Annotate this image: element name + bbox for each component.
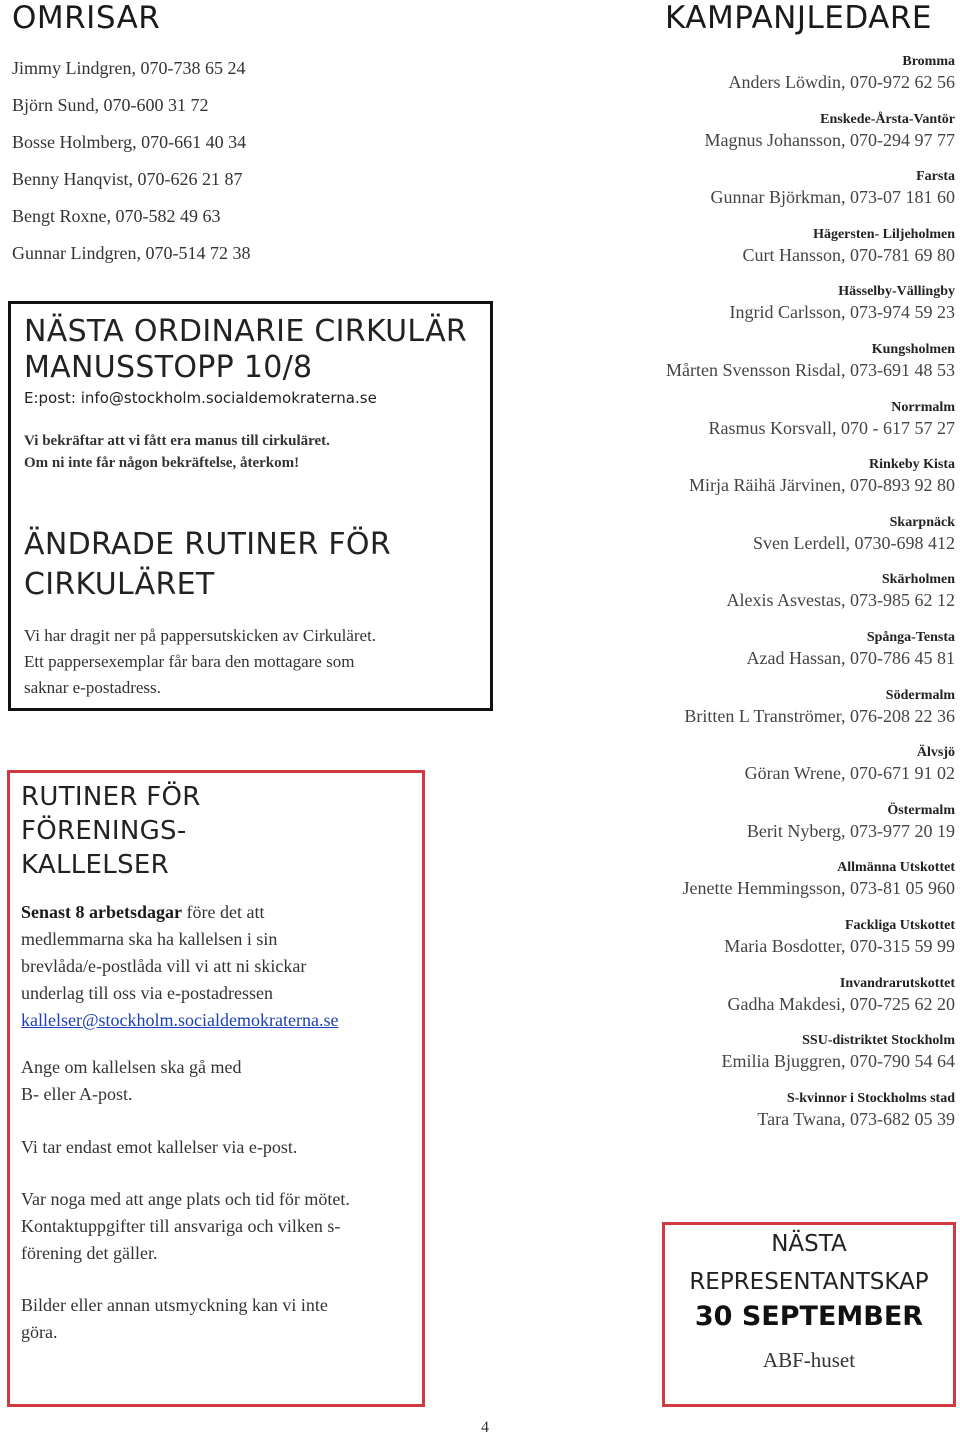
deadline-bold: Senast 8 arbetsdagar (21, 902, 182, 922)
changed-routines-title (24, 525, 391, 605)
deadline-line: medlemmarna ska ha kallelsen i sin (21, 929, 278, 949)
contact-person: Maria Bosdotter, 070-315 59 99 (724, 935, 955, 956)
list-item (525, 456, 955, 514)
area-name: S-kvinnor i Stockholms stad (786, 1090, 955, 1106)
contact-person: Mirja Räihä Järvinen, 070-893 92 80 (689, 475, 955, 496)
changed-routines-text (24, 623, 474, 701)
list-item (525, 283, 955, 341)
deadline-paragraph (21, 899, 421, 1034)
list-item: Jimmy Lindgren, 070-738 65 24 (12, 58, 246, 78)
contact-person: Alexis Asvestas, 073-985 62 12 (726, 590, 955, 611)
changed-routines-line: saknar e-postadress. (24, 678, 161, 697)
page-number: 4 (481, 1419, 489, 1436)
contact-person: Magnus Johansson, 070-294 97 77 (704, 129, 955, 150)
list-item (525, 111, 955, 169)
meeting-notice-title-line: FÖRENINGS- (21, 816, 187, 846)
list-item (525, 571, 955, 629)
contact-person: Jenette Hemmingsson, 073-81 05 960 (682, 878, 955, 899)
list-item (525, 859, 955, 917)
next-circular-title (24, 314, 467, 386)
next-assembly-date: 30 SEPTEMBER (694, 1301, 924, 1332)
list-item (525, 744, 955, 802)
contact-person: Berit Nyberg, 073-977 20 19 (746, 820, 955, 841)
kampanjledare-list (525, 53, 955, 1147)
area-name: Invandrarutskottet (839, 975, 955, 991)
next-assembly-line2: REPRESENTANTSKAP (689, 1269, 929, 1295)
contact-person: Sven Lerdell, 0730-698 412 (753, 532, 955, 553)
details-paragraph (21, 1186, 421, 1267)
area-name: Norrmalm (891, 399, 955, 415)
details-line: förening det gäller. (21, 1243, 158, 1263)
notice-email-link[interactable]: kallelser@stockholm.socialdemokraterna.se (21, 1010, 339, 1030)
area-name: Skärholmen (881, 572, 955, 588)
list-item (525, 168, 955, 226)
contact-person: Azad Hassan, 070-786 45 81 (746, 647, 955, 668)
list-item (525, 341, 955, 399)
post-type-line: B- eller A-post. (21, 1084, 133, 1104)
list-item (525, 687, 955, 745)
area-name: Kungsholmen (871, 341, 955, 357)
list-item (525, 917, 955, 975)
contact-person: Gunnar Björkman, 073-07 181 60 (710, 187, 955, 208)
omrisar-heading: OMRISAR (12, 0, 161, 36)
list-item: Gunnar Lindgren, 070-514 72 38 (12, 243, 251, 263)
list-item (525, 1090, 955, 1148)
meeting-notice-title (21, 780, 201, 882)
changed-routines-title-line: CIRKULÄRET (24, 567, 215, 602)
contact-person: Rasmus Korsvall, 070 - 617 57 27 (708, 417, 955, 438)
contact-person: Curt Hansson, 070-781 69 80 (742, 244, 955, 265)
changed-routines-title-line: ÄNDRADE RUTINER FÖR (24, 527, 391, 562)
details-line: Kontaktuppgifter till ansvariga och vilken s- (21, 1216, 341, 1236)
deadline-line: brevlåda/e-postlåda vill vi att ni skickar (21, 956, 307, 976)
contact-person: Tara Twana, 073-682 05 39 (757, 1108, 955, 1129)
deadline-rest: före det att (182, 902, 265, 922)
next-assembly-line1: NÄSTA (771, 1231, 847, 1257)
deadline-line: underlag till oss via e-postadressen (21, 983, 273, 1003)
contact-person: Emilia Bjuggren, 070-790 54 64 (721, 1051, 955, 1072)
list-item (525, 975, 955, 1033)
contact-person: Göran Wrene, 070-671 91 02 (744, 763, 955, 784)
area-name: Farsta (916, 169, 955, 185)
area-name: Spånga-Tensta (866, 629, 955, 645)
list-item (525, 1032, 955, 1090)
area-name: Enskede-Årsta-Vantör (820, 111, 955, 127)
confirmation-note (24, 430, 330, 474)
deadline-line (21, 899, 421, 926)
post-type-paragraph (21, 1054, 421, 1108)
images-line: göra. (21, 1322, 58, 1342)
area-name: Älvsjö (916, 745, 955, 761)
area-name: Allmänna Utskottet (837, 860, 955, 876)
manus-deadline-line: MANUSSTOPP 10/8 (24, 350, 313, 385)
list-item (525, 226, 955, 284)
contact-person: Britten L Tranströmer, 076-208 22 36 (684, 705, 955, 726)
images-line: Bilder eller annan utsmyckning kan vi inte (21, 1295, 328, 1315)
changed-routines-line: Vi har dragit ner på pappersutskicken av Cirkuläret. (24, 626, 377, 645)
area-name: Östermalm (887, 802, 955, 818)
area-name: Hägersten- Liljeholmen (813, 226, 955, 242)
contact-person: Anders Löwdin, 070-972 62 56 (728, 72, 955, 92)
list-item (525, 399, 955, 457)
email-only-paragraph: Vi tar endast emot kallelser via e-post. (21, 1137, 298, 1157)
meeting-notice-title-line: RUTINER FÖR (21, 782, 201, 812)
area-name: Hässelby-Vällingby (838, 284, 955, 300)
confirmation-line: Om ni inte får någon bekräftelse, återkom! (24, 455, 300, 471)
kampanjledare-heading: KAMPANJLEDARE (665, 0, 933, 36)
area-name: Skarpnäck (889, 514, 955, 530)
list-item (525, 514, 955, 572)
contact-person: Ingrid Carlsson, 073-974 59 23 (729, 302, 955, 323)
area-name: Södermalm (885, 687, 955, 703)
list-item: Bengt Roxne, 070-582 49 63 (12, 206, 221, 226)
list-item: Benny Hanqvist, 070-626 21 87 (12, 169, 243, 189)
changed-routines-line: Ett pappersexemplar får bara den mottagare som (24, 652, 355, 671)
confirmation-line: Vi bekräftar att vi fått era manus till cirkuläret. (24, 433, 330, 449)
next-circular-title-line: NÄSTA ORDINARIE CIRKULÄR (24, 314, 468, 349)
list-item: Bosse Holmberg, 070-661 40 34 (12, 132, 247, 152)
area-name: Bromma (902, 54, 955, 69)
post-type-line: Ange om kallelsen ska gå med (21, 1057, 242, 1077)
details-line: Var noga med att ange plats och tid för mötet. (21, 1189, 350, 1209)
list-item: Björn Sund, 070-600 31 72 (12, 95, 209, 115)
list-item (525, 629, 955, 687)
images-paragraph (21, 1292, 421, 1346)
list-item (525, 802, 955, 860)
area-name: SSU-distriktet Stockholm (802, 1033, 955, 1049)
area-name: Rinkeby Kista (869, 457, 955, 473)
omrisar-list (12, 50, 250, 272)
contact-person: Gadha Makdesi, 070-725 62 20 (727, 993, 955, 1014)
list-item (525, 53, 955, 111)
area-name: Fackliga Utskottet (844, 917, 955, 933)
next-assembly-venue: ABF-huset (762, 1348, 856, 1372)
contact-person: Mårten Svensson Risdal, 073-691 48 53 (666, 359, 955, 380)
circular-email-line: E:post: info@stockholm.socialdemokraterna.se (24, 389, 377, 407)
meeting-notice-title-line: KALLELSER (21, 850, 169, 880)
